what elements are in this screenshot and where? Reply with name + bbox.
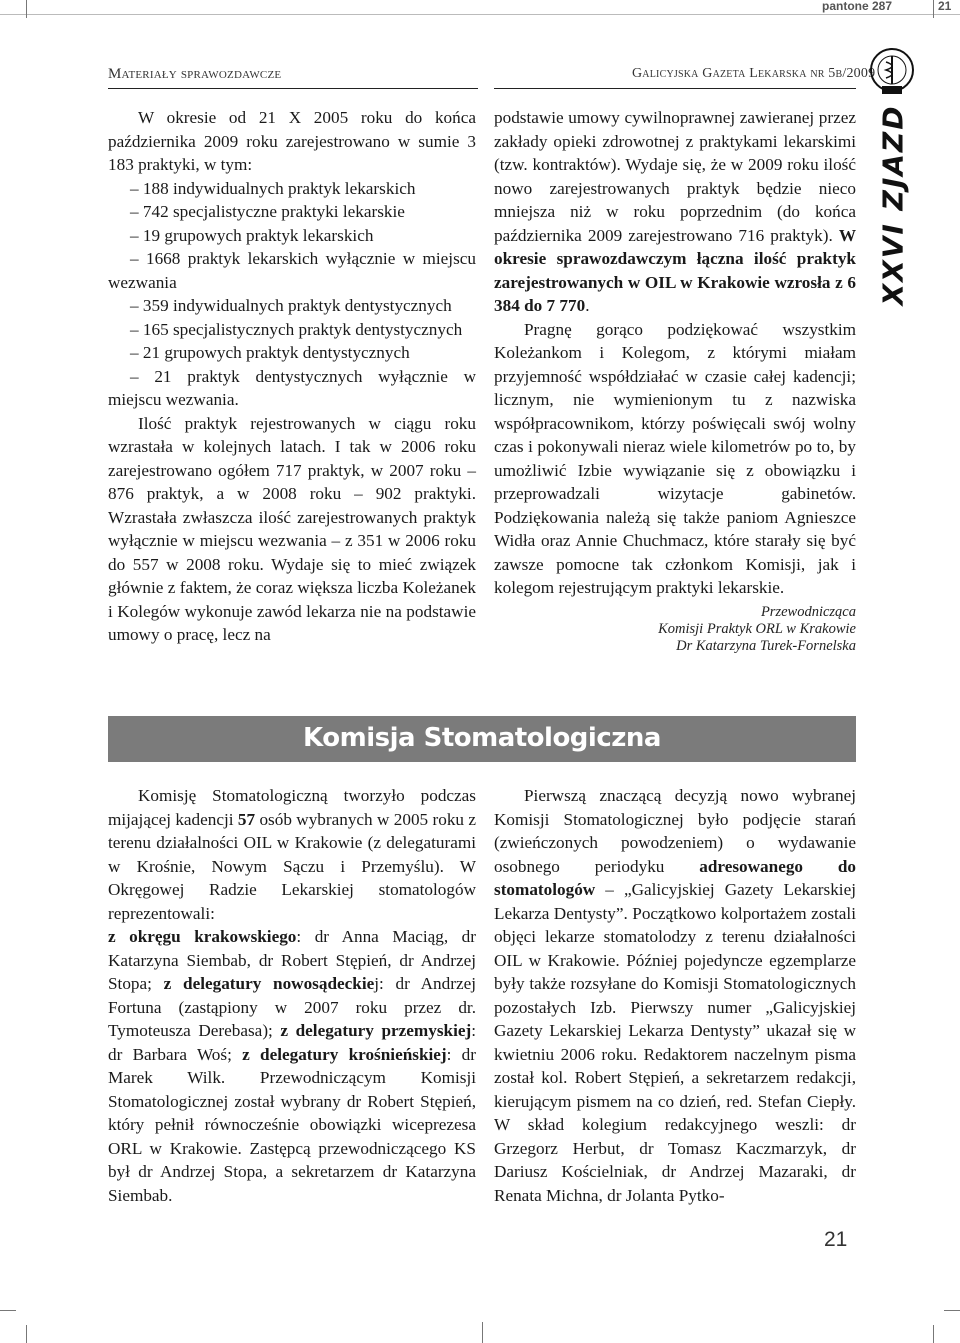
paragraph: Komisję Stomatologiczną tworzyło podczas mijającej kadencji 57 osób wybranych w 2005 roku z terenu działalności OIL w Krakowie (z delegaturami w Krośnie, Nowym Sączu i Przemyślu). W Okręgowej Radzie Lekarskiej stomatologów reprezentowali: [108, 786, 476, 923]
crop-mark [482, 1322, 483, 1343]
crop-mark [944, 1310, 960, 1311]
section-header: Materiały sprawozdawcze [108, 66, 282, 82]
list-item: – 1668 praktyk lekarskich wyłącznie w miejscu wezwania [108, 249, 476, 292]
signature [600, 604, 856, 655]
paragraph: Pierwszą znaczącą decyzją nowo wybranej Komisji Stomatologicznej było podjęcie starań (zwieńczonych powodzeniem) o wydawanie osobnego periodyku adresowanego do stomatologów – „Galicyjskiej Gazety Lekarskiej Lekarza Dentysty”. Początkowo kolportażem zostali objęci lekarze stomatolodzy z terenu działalności OIL w Krakowie. Później pojedyncze egzemplarze były także rozsyłane do Komisji Stomatologicznych pozostałych Izb. Pierwszy numer „Galicyjskiej Gazety Lekarskiej Lekarza Dentysty” ukazał się w kwietniu 2006 roku. Redaktorem naczelnym pisma został kol. Robert Stępień, a sekretarzem redakcji, kierującym pismem na co dzień, red. Stefan Ciepły. W skład kolegium redakcyjnego weszli: dr Grzegorz Herbut, dr Tomasz Kaczmarzyk, dr Dariusz Kościelniak, dr Andrzej Mazaraki, dr Renata Michna, dr Jolanta Pytko- [494, 786, 856, 1205]
print-top-rule [0, 14, 960, 15]
print-page-number: 21 [938, 0, 952, 13]
header-rule [108, 88, 478, 89]
list-item: – 165 specjalistycznych praktyk dentystycznych [130, 319, 463, 339]
pantone-mark: pantone 287 [822, 0, 893, 13]
list-item: – 19 grupowych praktyk lekarskich [130, 225, 374, 245]
right-column-bottom [494, 784, 856, 1207]
crop-mark [26, 1325, 27, 1343]
header-rule [494, 88, 856, 89]
list-item: – 21 praktyk dentystycznych wyłącznie w miejscu wezwania. [108, 366, 476, 409]
paragraph: Pragnę gorąco podziękować wszystkim Koleżankom i Kolegom, z którymi miałam przyjemność współdziałać w czasie całej kadencji; licznym, nie wymienionym tu z nazwiska współpracownikom, którzy poświęcali swój wolny czas i pokonywali nieraz wiele kilometrów po to, by umożliwić Izbie wywiązanie się z obowiązku i przeprowadzali wizytacje gabinetów. Podziękowania należą się także paniom Agnieszce Widła oraz Annie Chuchmacz, które starały się być zawsze pomocne tak członkom Komisji, jak i kolegom rejestrującym praktyki lekarskie. [494, 319, 856, 597]
section-banner [108, 716, 856, 762]
list-item: – 188 indywidualnych praktyk lekarskich [130, 178, 416, 198]
congress-side-title: XXVI ZJAZD [876, 104, 910, 306]
banner-title: Komisja Stomatologiczna [303, 723, 661, 753]
crop-mark [933, 0, 934, 18]
signature-name: Dr Katarzyna Turek-Fornelska [676, 638, 856, 654]
signature-role: Przewodnicząca [760, 604, 856, 620]
paragraph: Ilość praktyk rejestrowanych w ciągu roku wzrastała w kolejnych latach. I tak w 2006 roku zarejestrowano ogółem 717 praktyk, w 2007 roku – 876 praktyk, a w 2008 roku – 902 praktyki. Wzrastała zwłaszcza ilość zarejestrowanych praktyk wyłącznie w miejscu wezwania – z 351 w 2006 roku do 557 w 2008 roku. Wydaje się to mieć związek głównie z faktem, że coraz większa liczba Koleżanek i Kolegów wykonuje zawód lekarza nie na podstawie umowy o pracę, lecz na [108, 413, 476, 644]
page-number: 21 [824, 1228, 848, 1251]
crop-mark [26, 0, 27, 18]
oil-krakow-seal-icon [868, 46, 916, 98]
paragraph: z okręgu krakowskiego: dr Anna Maciąg, dr Katarzyna Siembab, dr Robert Stępień, dr Andrzej Stopa; z delegatury nowosądeckiej: dr Andrzej Fortuna (zastąpiony w 2007 roku przez dr. Tymoteusza Derebasa); z delegatury przemyskiej: dr Barbara Woś; z delegatury krośnieńskiej: dr Marek Wilk. Przewodniczącym Komisji Stomatologicznej został wybrany dr Robert Stępień, który pełnił równocześnie obowiązki wiceprezesa ORL w Krakowie. Zastępcą przewodniczącego KS był dr Andrzej Stopa, a sekretarzem dr Katarzyna Siembab. [108, 927, 477, 1205]
right-column-top [494, 106, 856, 600]
signature-committee: Komisji Praktyk ORL w Krakowie [658, 621, 856, 637]
crop-mark [0, 1310, 16, 1311]
paragraph: podstawie umowy cywilnoprawnej zawieranej przez zakłady opieki zdrowotnej z praktykami lekarskimi (tzw. kontraktów). Wydaje się, że w 2009 roku ilość nowo zarejestrowanych praktyk będzie nieco mniejsza niż w roku poprzednim (do końca października 2009 zarejestrowano 716 praktyk). W okresie sprawozdawczym łączna ilość praktyk zarejestrowanych w OIL w Krakowie wzrosła z 6 384 do 7 770. [494, 108, 856, 315]
left-column-top [108, 106, 476, 647]
list-item: – 742 specjalistyczne praktyki lekarskie [130, 202, 405, 221]
journal-header: Galicyjska Gazeta Lekarska nr 5b/2009 [632, 66, 876, 81]
list-item: – 21 grupowych praktyk dentystycznych [130, 343, 410, 362]
paragraph: W okresie od 21 X 2005 roku do końca października 2009 roku zarejestrowano w sumie 3 183 praktyki, w tym: [108, 108, 476, 174]
list-item: – 359 indywidualnych praktyk dentystycznych [130, 296, 452, 315]
left-column-bottom [108, 784, 476, 1207]
crop-mark [933, 1325, 934, 1343]
